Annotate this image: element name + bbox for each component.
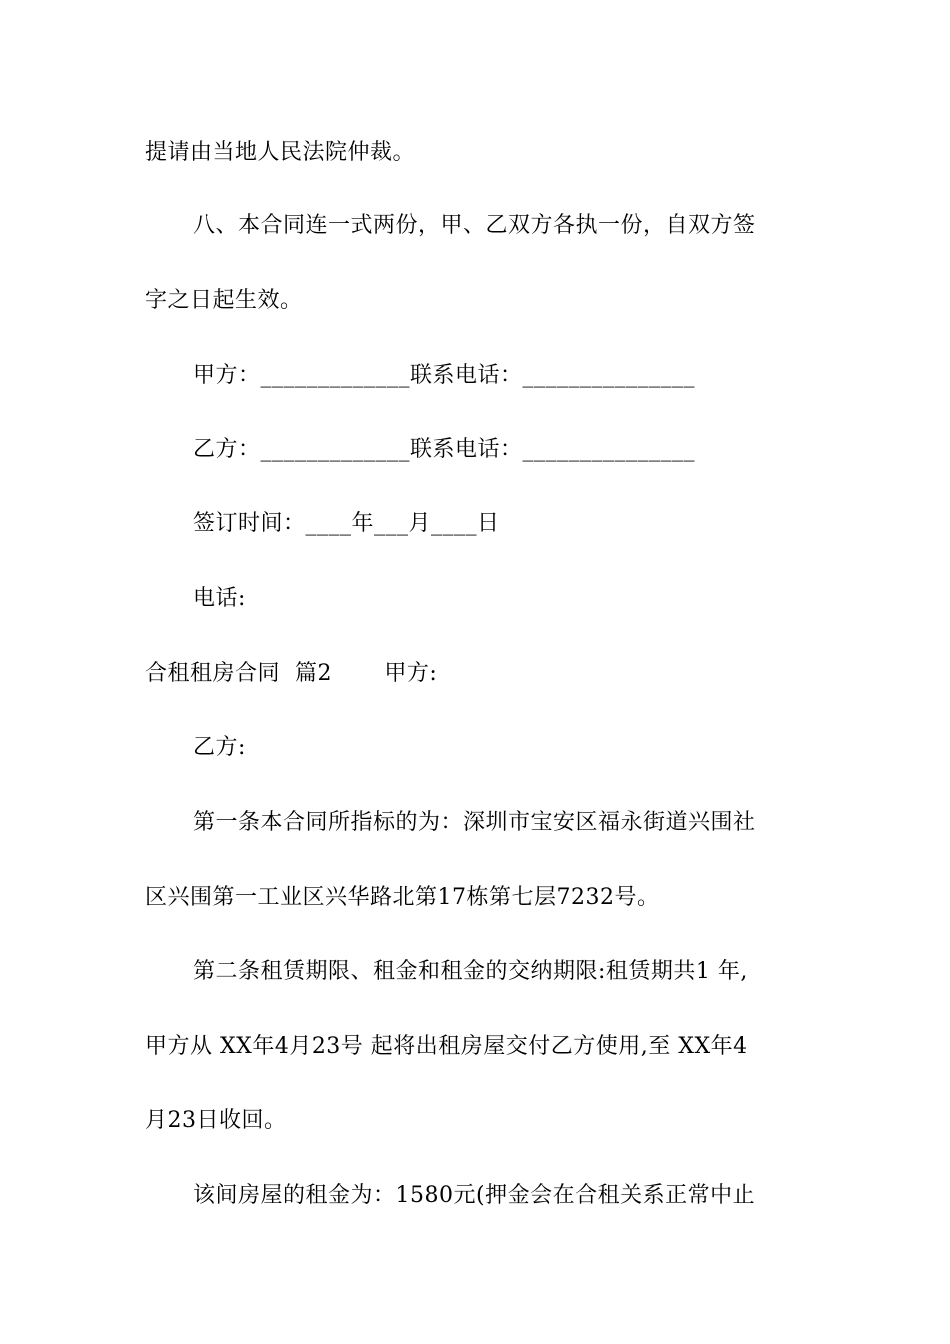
paragraph-line: 该间房屋的租金为：1580元(押金会在合租关系正常中止 (193, 1183, 756, 1208)
signing-date-line: 签订时间：____年___月____日 (193, 511, 500, 536)
paragraph-line: 第一条本合同所指标的为：深圳市宝安区福永街道兴围社 (193, 810, 756, 835)
party-a-signature-line: 甲方：_____________联系电话：_______________ (193, 363, 696, 388)
phone-line: 电话: (193, 586, 246, 611)
paragraph-line: 提请由当地人民法院仲裁。 (145, 140, 416, 165)
paragraph-line: 字之日起生效。 (145, 288, 303, 313)
party-b-line: 乙方: (193, 735, 246, 760)
paragraph-line: 第二条租赁期限、租金和租金的交纳期限:租赁期共1 年, (193, 959, 748, 984)
paragraph-line: 八、本合同连一式两份，甲、乙双方各执一份，自双方签 (193, 213, 756, 238)
paragraph-line: 区兴围第一工业区兴华路北第17栋第七层7232号。 (145, 885, 660, 910)
party-b-signature-line: 乙方：_____________联系电话：_______________ (193, 437, 696, 462)
paragraph-line: 月23日收回。 (145, 1108, 287, 1133)
section-heading: 合租租房合同 篇2 甲方: (145, 661, 438, 686)
paragraph-line: 甲方从 XX年4月23号 起将出租房屋交付乙方使用,至 XX年4 (145, 1034, 748, 1059)
